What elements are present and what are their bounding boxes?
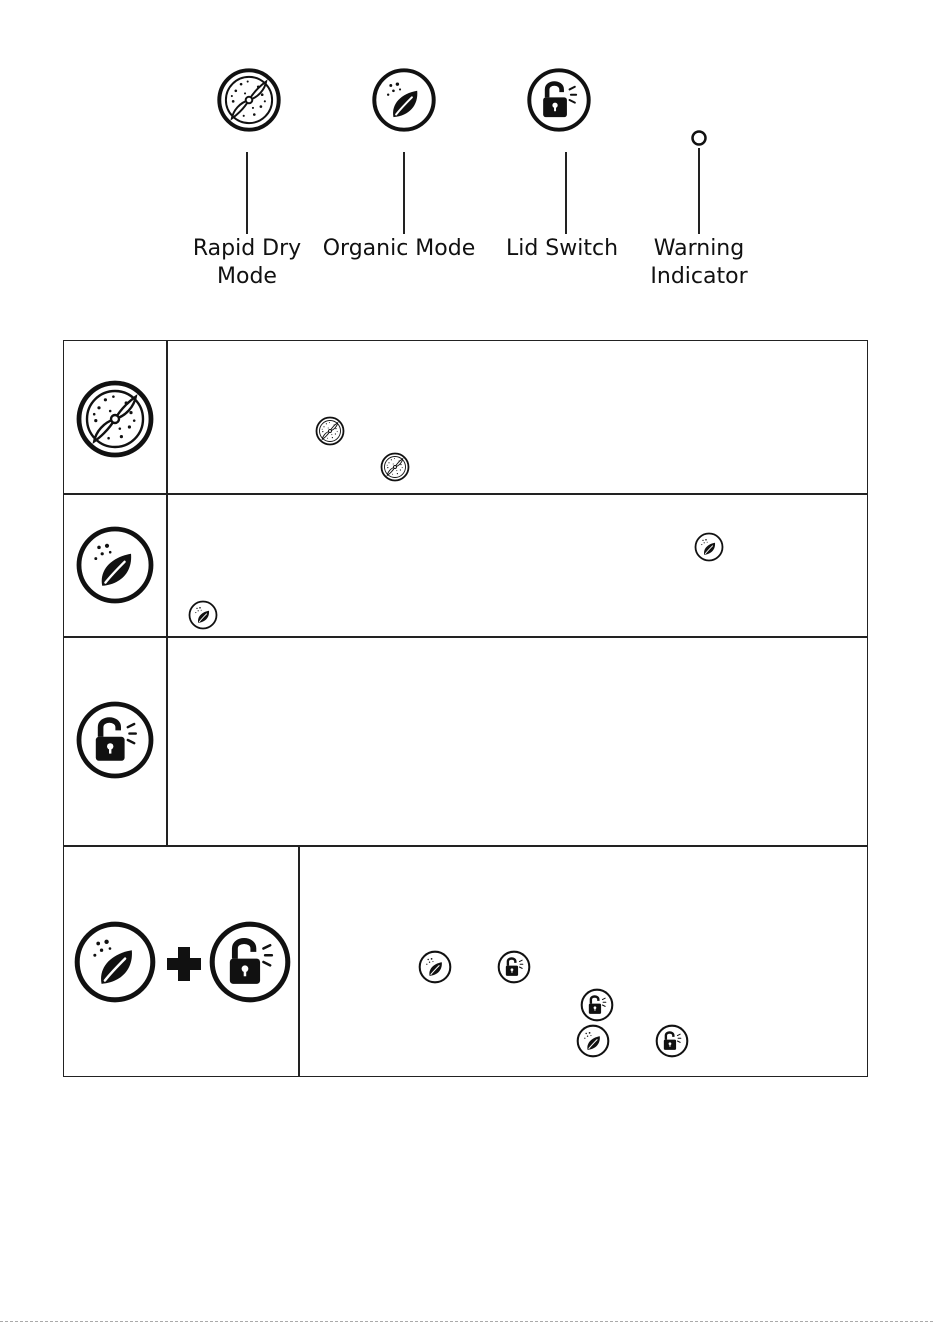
rapid-dry-label-line1: Rapid Dry bbox=[192, 236, 302, 261]
warning-leader bbox=[698, 148, 700, 234]
table-row-lid-combo-icon bbox=[208, 920, 292, 1004]
organic-leader bbox=[403, 152, 405, 234]
lid-switch-leader bbox=[565, 152, 567, 234]
inline-lid-icon bbox=[580, 988, 614, 1022]
organic-mode-label bbox=[313, 235, 485, 263]
inline-rapid-dry-icon bbox=[380, 452, 410, 482]
rapid-dry-label-line2: Mode bbox=[217, 264, 277, 289]
rapid-dry-icon bbox=[216, 67, 282, 133]
table-col-divider bbox=[166, 340, 168, 846]
inline-organic-icon bbox=[694, 530, 724, 564]
rapid-dry-leader bbox=[246, 152, 248, 234]
table-row-rapid-dry-icon bbox=[75, 377, 155, 461]
table-col-divider bbox=[298, 845, 300, 1077]
table-row-divider bbox=[63, 493, 868, 495]
inline-lid-icon bbox=[497, 950, 531, 984]
inline-lid-icon bbox=[655, 1024, 689, 1058]
table-row-organic-icon bbox=[75, 523, 155, 607]
inline-organic-icon bbox=[188, 598, 218, 632]
rapid-dry-label bbox=[177, 235, 317, 291]
page-bottom-rule bbox=[0, 1321, 933, 1323]
organic-mode-label-line1: Organic Mode bbox=[322, 236, 476, 261]
inline-organic-icon bbox=[576, 1024, 610, 1058]
warning-indicator-icon bbox=[690, 129, 708, 147]
table-row-divider bbox=[63, 636, 868, 638]
inline-organic-icon bbox=[418, 950, 452, 984]
table-row-lid-switch-icon bbox=[75, 698, 155, 782]
inline-rapid-dry-icon bbox=[315, 416, 345, 446]
organic-mode-icon bbox=[371, 67, 437, 133]
plus-icon bbox=[165, 945, 203, 983]
warning-indicator-label bbox=[630, 235, 768, 291]
table-row-organic-combo-icon bbox=[73, 920, 157, 1004]
lid-switch-label bbox=[497, 235, 627, 263]
table-row-divider bbox=[63, 845, 868, 847]
warning-label-line1: Warning bbox=[653, 236, 745, 261]
lid-switch-icon bbox=[526, 67, 592, 133]
warning-label-line2: Indicator bbox=[650, 264, 748, 289]
lid-switch-label-line1: Lid Switch bbox=[505, 236, 619, 261]
